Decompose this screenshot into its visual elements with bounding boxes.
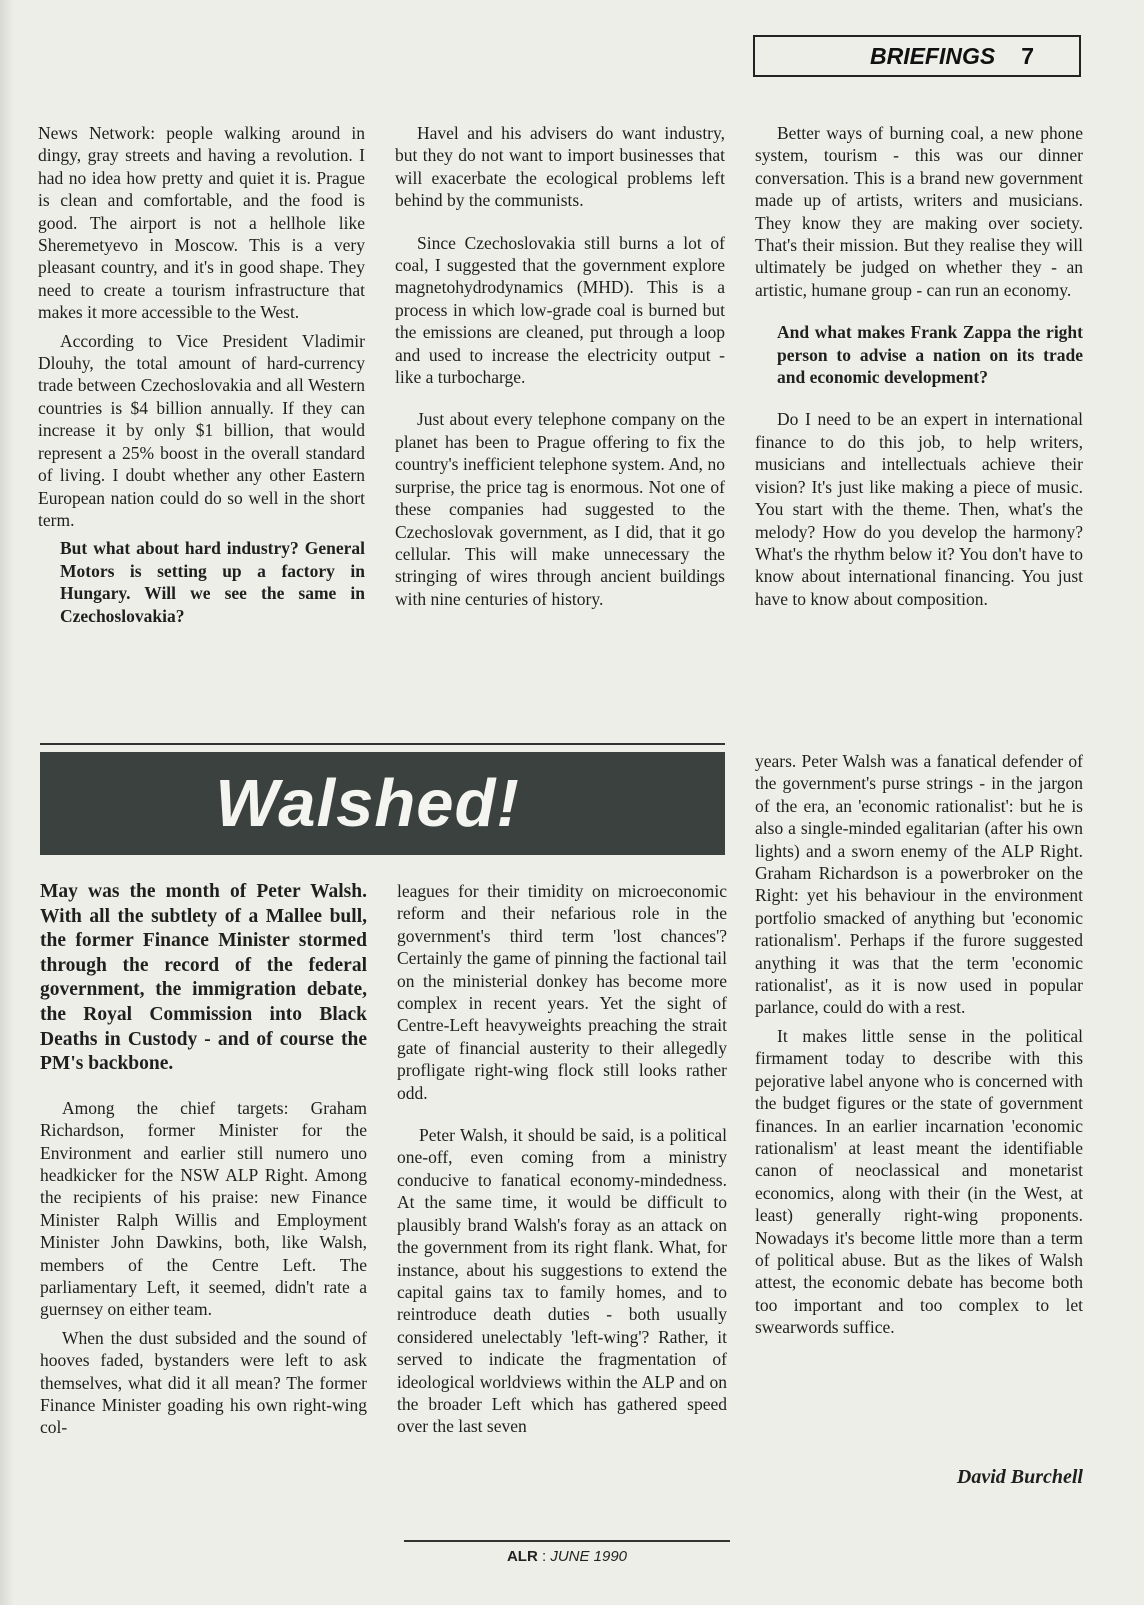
headline: Walshed!	[215, 766, 520, 841]
page-number: 7	[1021, 42, 1035, 69]
zappa-column-3	[755, 122, 1083, 610]
interview-question: And what makes Frank Zappa the right person to advise a nation on its trade and economic development?	[777, 322, 1083, 388]
paragraph: Since Czechoslovakia still burns a lot of coal, I suggested that the government explore magnetohydrodynamics (MHD). This is a process in which low-grade coal is burned but the emissions are cleaned, put through a loop and used to increase the electricity output - like a turbocharge.	[395, 232, 725, 388]
paragraph: leagues for their timidity on microeconomic reform and their nefarious role in the government's third term 'lost chances'? Certainly the game of pinning the factional tail on the ministerial donkey has become more complex in recent years. Yet the sight of Centre-Left heavyweights preaching the strait gate of financial austerity to their allegedly profligate right-wing flock still looks rather odd.	[397, 881, 727, 1103]
paragraph: Among the chief targets: Graham Richardson, former Minister for the Environment and earlier still numero uno headkicker for the NSW ALP Right. Among the recipients of his praise: new Finance Minister Ralph Willis and Employment Minister John Dawkins, both, like Walsh, members of the Centre Left. The parliamentary Left, it seemed, didn't rate a guernsey on either team.	[40, 1097, 367, 1320]
paragraph: According to Vice President Vladimir Dlouhy, the total amount of hard-currency trade between Czechoslovakia and all Western countries is $4 billion annually. If they can increase it by only $1 billion, that would represent a 25% boost in the overall standard of living. I doubt whether any other Eastern European nation could do so well in the short term.	[38, 330, 365, 530]
paragraph: Havel and his advisers do want industry, but they do not want to import businesses that will exacerbate the ecological problems left behind by the communists.	[395, 123, 725, 211]
paragraph: Just about every telephone company on the planet has been to Prague offering to fix the country's inefficient telephone system. And, no surprise, the price tag is enormous. Not one of these companies had suggested to the Czechoslovak government, as I did, that it go cellular. This will make unnecessary the stringing of wires through ancient buildings with nine centuries of history.	[395, 409, 725, 609]
paragraph: Do I need to be an expert in international finance to do this job, to help writers, musicians and intellectuals achieve their vision? It's just like making a piece of music. You start with the theme. Then, what's the melody? How do you develop the harmony? What's the rhythm below it? You don't have to know about international financing. You just have to know about composition.	[755, 409, 1083, 609]
zappa-column-2	[395, 122, 725, 610]
paragraph: Peter Walsh, it should be said, is a political one-off, even coming from a ministry conducive to fanatical economy-mindedness. At the same time, it would be difficult to plausibly brand Walsh's foray as an attack on the government from its right flank. What, for instance, about his suggestions to extend the capital gains tax to family homes, and to reintroduce death duties - both usually considered unelectably 'left-wing'? Rather, it served to indicate the fragmentation of ideological worldviews within the ALP and on the broader Left which has gathered speed over the last seven	[397, 1125, 727, 1437]
journal-name: ALR	[506, 1548, 538, 1565]
paragraph: News Network: people walking around in dingy, gray streets and having a revolution. I had no idea how pretty and quiet it is. Prague is clean and comfortable, and the food is good. The airport is not a hellhole like Sheremetyevo in Moscow. This is a very pleasant country, and it's in good shape. They need to create a tourism infrastructure that makes it more accessible to the West.	[38, 123, 365, 323]
walshed-column-2	[397, 880, 727, 1438]
paragraph: When the dust subsided and the sound of hooves faded, bystanders were left to ask themselves, what did it all mean? The former Finance Minister goading his own right-wing col-	[40, 1327, 367, 1438]
paragraph: Better ways of burning coal, a new phone system, tourism - this was our dinner conversation. This is a brand new government made up of artists, writers and musicians. They know they are making over society. That's their mission. But they realise they will ultimately be judged on whether they - an artistic, humane group - can run an economy.	[755, 123, 1083, 300]
zappa-column-1	[38, 122, 365, 627]
paragraph: years. Peter Walsh was a fanatical defender of the government's purse strings - in the jargon of the era, an 'economic rationalist': but he is also a single-minded egalitarian (after his own lights) and a sworn enemy of the ALP Right. Graham Richardson is a powerbroker on the Right: yet his behaviour in the environment portfolio smacked of anything but 'economic rationalism'. Perhaps if the furore suggested anything it was that the term 'economic rationalist', as it is now used in popular parlance, could do with a rest.	[755, 751, 1083, 1018]
walshed-column-1	[40, 880, 367, 1439]
footer-rule	[404, 1540, 730, 1542]
interview-question: But what about hard industry? General Motors is setting up a factory in Hungary. Will we see the same in Czechoslovakia?	[60, 538, 365, 626]
author-byline: David Burchell	[956, 1466, 1083, 1488]
page-binding-shadow	[0, 0, 14, 1605]
banner-rule	[40, 743, 725, 745]
walshed-column-3	[755, 750, 1083, 1339]
footer-separator: :	[537, 1548, 551, 1565]
section-title: BRIEFINGS	[869, 42, 996, 69]
section-header	[753, 35, 1081, 77]
page-footer	[404, 1548, 730, 1565]
article-lede: May was the month of Peter Walsh. With all the subtlety of a Mallee bull, the former Finance Minister stormed through the record of the federal government, the immigration debate, the Royal Commission into Black Deaths in Custody - and of course the PM's backbone.	[40, 881, 367, 1075]
paragraph: It makes little sense in the political firmament today to describe with this pejorative label anyone who is concerned with the budget figures or the state of government finances. In an earlier incarnation 'economic rationalism' at least meant the identifiable canon of neoclassical and monetarist economics, along with their (in the West, at least) generally right-wing proponents. Nowadays it's become little more than a term of political abuse. But as the likes of Walsh attest, the economic debate has become both too important and too complex to let swearwords suffice.	[755, 1025, 1083, 1338]
headline-banner	[40, 752, 725, 855]
issue-date: JUNE 1990	[550, 1548, 628, 1565]
